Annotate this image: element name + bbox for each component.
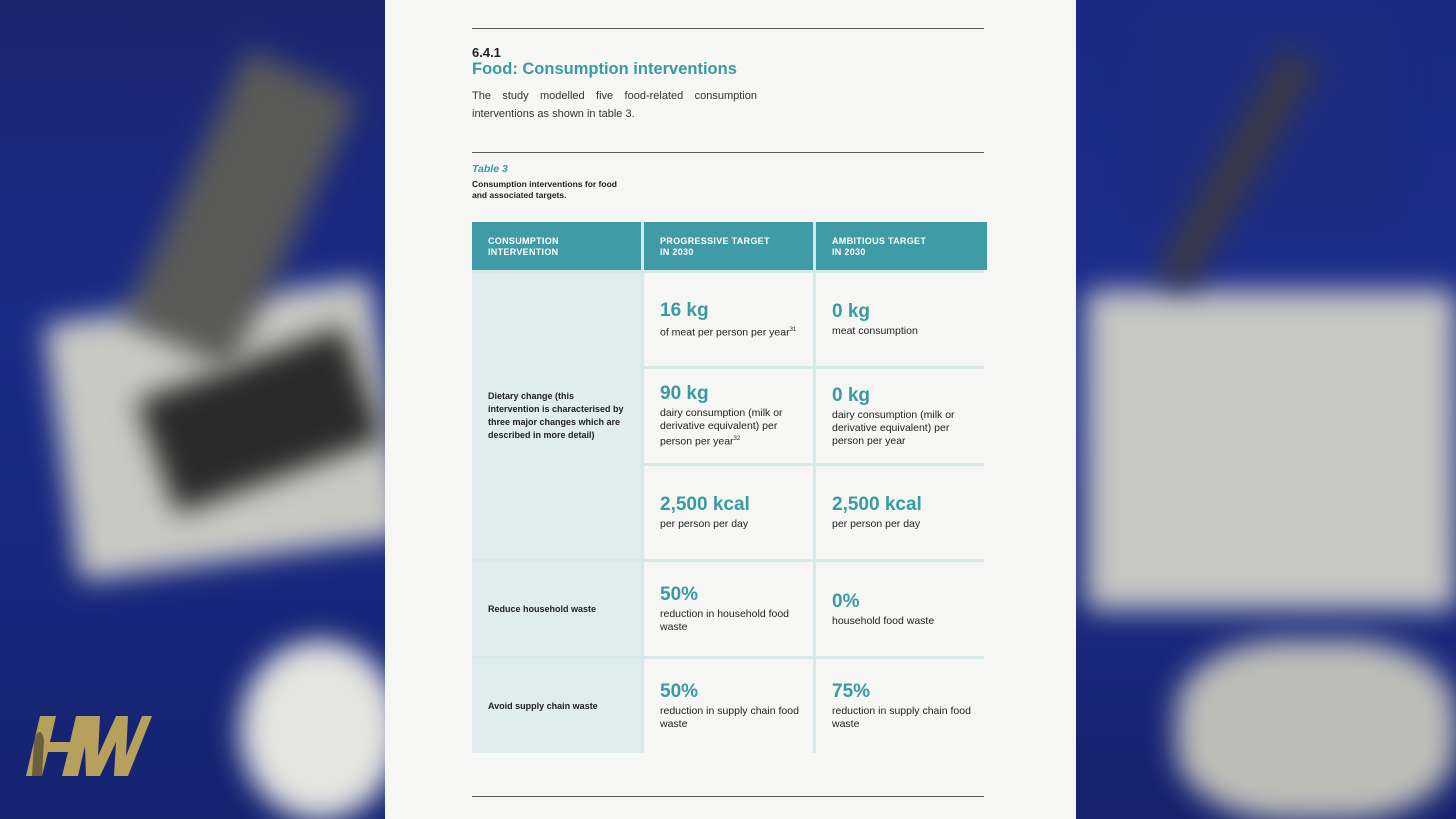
value: 2,500 kcal [660, 494, 750, 515]
value: 90 kg [660, 383, 709, 405]
background-shape [240, 640, 400, 819]
value: 0 kg [832, 384, 871, 406]
top-rule [472, 28, 984, 29]
document-page [385, 0, 1076, 819]
intro-paragraph: The study modelled five food-related consumption interventions as shown in table 3. [472, 90, 757, 120]
value: 0 kg [832, 301, 871, 322]
cell-household-ambitious [816, 562, 987, 656]
hw-logo [26, 712, 152, 780]
value: 50% [660, 584, 699, 605]
cell-supply-progressive [644, 659, 813, 753]
description: reduction in household food waste [660, 608, 790, 633]
cell-dairy-progressive [644, 369, 813, 463]
bottom-rule [472, 796, 984, 797]
cell-kcal-ambitious [816, 466, 987, 559]
description: per person per day [660, 518, 749, 530]
background-shape [1086, 290, 1456, 610]
description: dairy consumption (milk or derivative equivalent) per person per year [832, 408, 955, 447]
row-label-supply-chain-waste: Avoid supply chain waste [472, 659, 641, 753]
table-caption: Consumption interventions for food and associated targets. [472, 179, 617, 200]
header-ambitious-target: AMBITIOUS TARGET IN 2030 [816, 222, 987, 270]
cell-meat-progressive [644, 273, 813, 366]
value: 75% [832, 681, 871, 702]
header-progressive-target: PROGRESSIVE TARGET IN 2030 [644, 222, 813, 270]
cell-supply-ambitious [816, 659, 987, 753]
cell-household-progressive [644, 562, 813, 656]
description: of meat per person per year$^{31}$ [660, 326, 797, 339]
description: dairy consumption (milk or derivative equivalent) per person per year$^{32}$ [660, 407, 783, 448]
value: 0% [832, 590, 860, 612]
header-consumption-intervention: CONSUMPTION INTERVENTION [472, 222, 641, 270]
description: household food waste [832, 614, 935, 627]
background-shape [1176, 640, 1456, 819]
interventions-table [472, 222, 984, 753]
description: meat consumption [832, 325, 918, 337]
table-label: Table 3 [472, 163, 508, 175]
cell-kcal-progressive [644, 466, 813, 559]
value: 50% [660, 681, 699, 702]
cell-meat-ambitious [816, 273, 987, 366]
section-divider [472, 152, 984, 153]
description: per person per day [832, 518, 921, 530]
row-label-dietary-change: Dietary change (this intervention is characterised by three major changes which are described in more detail) [472, 273, 641, 559]
description: reduction in supply chain food waste [660, 705, 799, 730]
row-label-household-waste: Reduce household waste [472, 562, 641, 656]
description: reduction in supply chain food waste [832, 705, 971, 730]
value: 16 kg [660, 299, 709, 321]
value: 2,500 kcal [832, 494, 922, 515]
cell-dairy-ambitious [816, 369, 987, 463]
section-number: 6.4.1 [472, 45, 501, 60]
section-title: Food: Consumption interventions [472, 60, 737, 78]
